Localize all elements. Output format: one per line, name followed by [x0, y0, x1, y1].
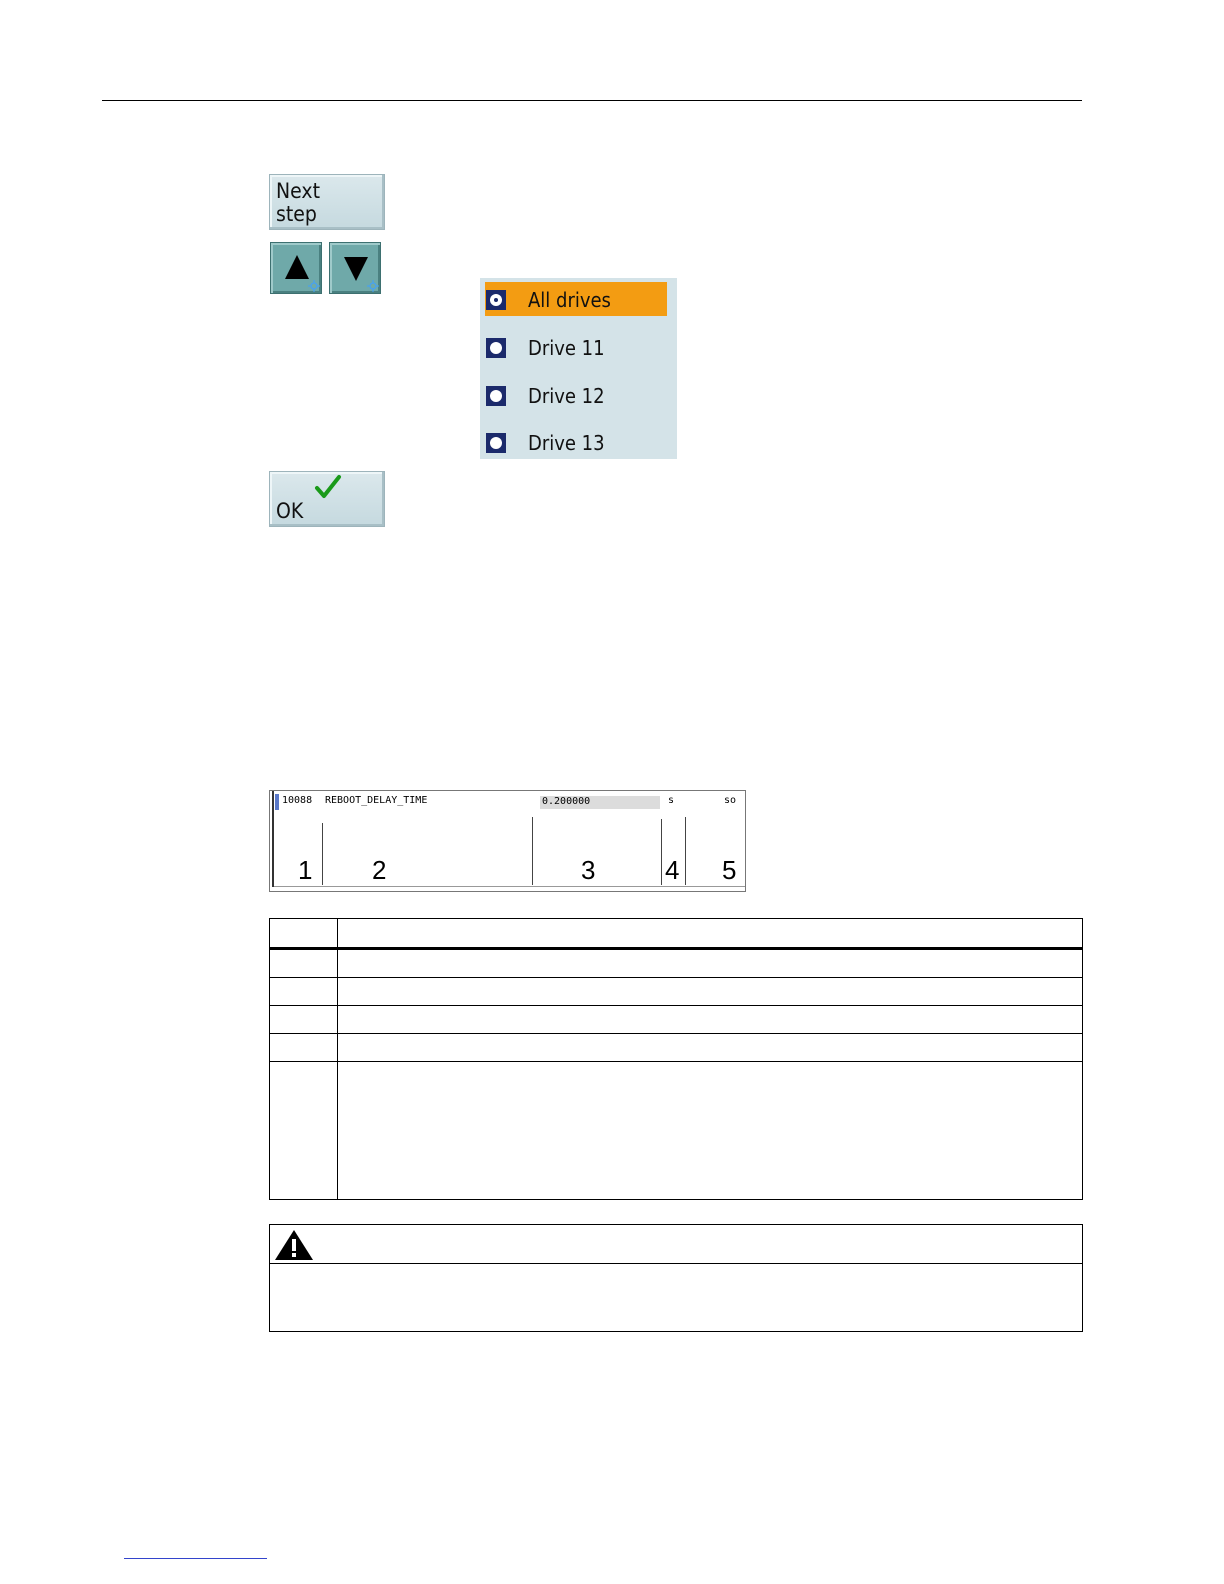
table-cell: [338, 1034, 1083, 1062]
md-unit: s: [668, 795, 675, 806]
cursor-up-button[interactable]: [270, 242, 322, 294]
table-header-cell: [338, 919, 1083, 949]
table-row: [270, 1006, 1083, 1034]
radio-icon: [486, 338, 506, 358]
drive-selection-list: [480, 278, 677, 459]
drive-option-all[interactable]: [485, 282, 667, 316]
radio-icon: [486, 433, 506, 453]
table-cell: [270, 949, 338, 978]
warning-box: [269, 1224, 1083, 1332]
table-cell: [338, 949, 1083, 978]
drive-option-12[interactable]: [485, 378, 667, 412]
callout-1: 1: [298, 855, 313, 885]
drive-option-label: All drives: [528, 288, 611, 312]
arrow-up-icon: [271, 243, 323, 295]
bottom-border: [274, 886, 745, 887]
md-name: REBOOT_DELAY_TIME: [325, 795, 428, 806]
table-cell: [270, 1006, 338, 1034]
check-icon: [314, 474, 342, 500]
next-step-button[interactable]: [269, 174, 385, 230]
table-cell: [338, 978, 1083, 1006]
callout-line-1: [322, 823, 323, 885]
table-cell: [338, 1062, 1083, 1200]
machine-data-line: [269, 790, 746, 892]
footer-link-underline: [124, 1558, 267, 1559]
callout-5: 5: [722, 855, 737, 885]
callout-2: 2: [372, 855, 387, 885]
ok-label: OK: [276, 499, 304, 523]
warning-triangle-icon: [274, 1229, 314, 1261]
drive-option-label: Drive 12: [528, 384, 605, 408]
table-cell: [270, 1062, 338, 1200]
drive-option-label: Drive 13: [528, 431, 605, 455]
header-rule: [102, 100, 1082, 101]
next-step-label-line1: Next: [276, 179, 320, 203]
callout-line-2: [532, 817, 533, 885]
callout-line-4: [685, 817, 686, 885]
selection-cursor: [275, 794, 279, 810]
ok-button[interactable]: [269, 471, 385, 527]
md-value: 0.200000: [542, 796, 591, 807]
table-row: [270, 949, 1083, 978]
md-number: 10088: [282, 795, 313, 806]
cursor-down-button[interactable]: [329, 242, 381, 294]
warning-header: [270, 1225, 1082, 1264]
legend-table: [269, 918, 1083, 1200]
table-header-row: [270, 919, 1083, 949]
callout-4: 4: [665, 855, 680, 885]
md-effectiveness: so: [724, 795, 737, 806]
table-row: [270, 1062, 1083, 1200]
drive-option-11[interactable]: [485, 330, 667, 364]
radio-icon: [486, 386, 506, 406]
radio-selected-icon: [486, 290, 506, 310]
left-border: [272, 791, 274, 887]
callout-line-3: [661, 819, 662, 885]
next-step-label-line2: step: [276, 202, 317, 226]
table-header-cell: [270, 919, 338, 949]
table-row: [270, 1034, 1083, 1062]
table-cell: [270, 978, 338, 1006]
table-row: [270, 978, 1083, 1006]
callout-3: 3: [581, 855, 596, 885]
arrow-down-icon: [330, 243, 382, 295]
drive-option-label: Drive 11: [528, 336, 605, 360]
md-value-field[interactable]: [540, 796, 660, 809]
drive-option-13[interactable]: [485, 425, 667, 459]
table-cell: [270, 1034, 338, 1062]
table-cell: [338, 1006, 1083, 1034]
